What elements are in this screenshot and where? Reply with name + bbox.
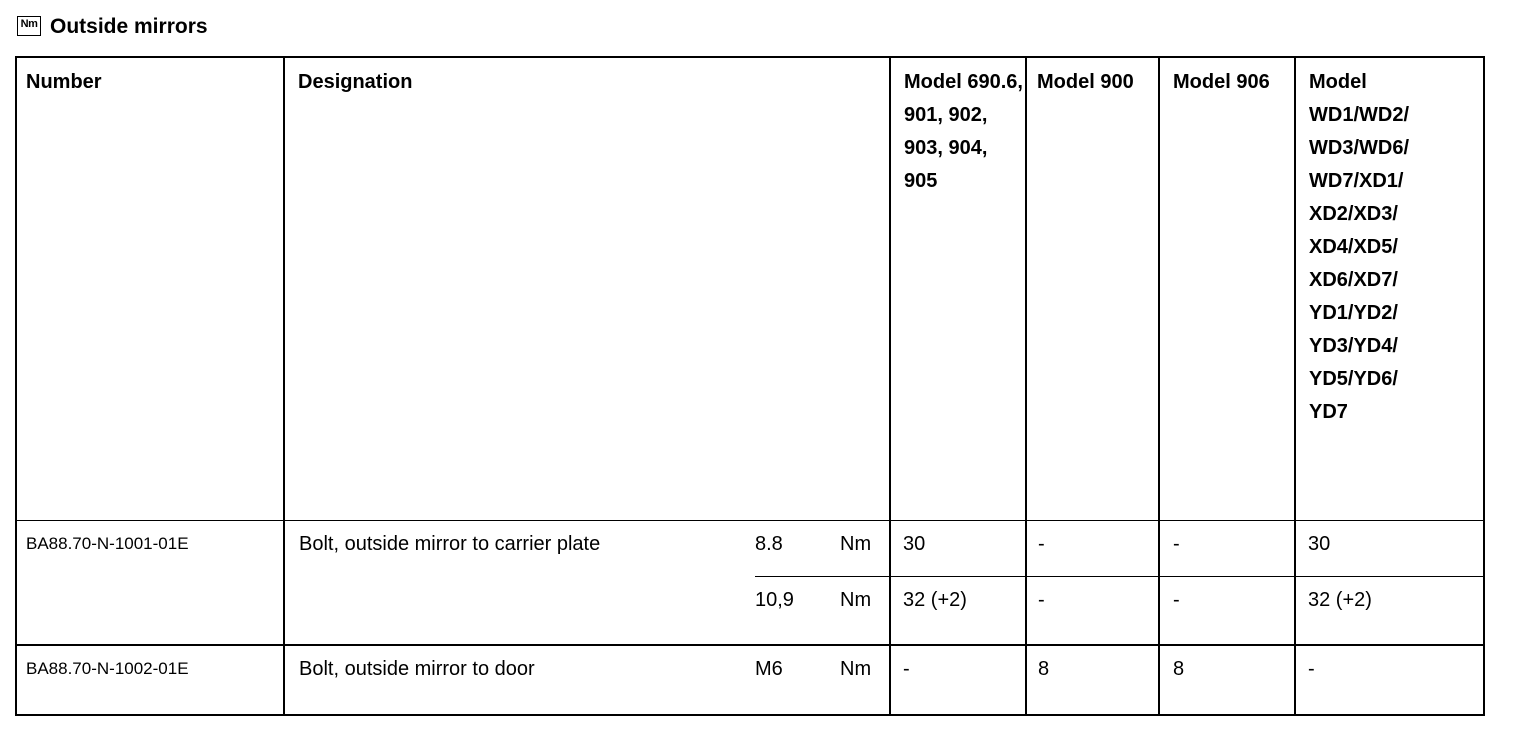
header-model-3: Model 906 — [1173, 71, 1270, 93]
header-number: Number — [26, 71, 102, 93]
section-title-text: Outside mirrors — [50, 15, 208, 38]
header-model-2: Model 900 — [1037, 71, 1134, 93]
table-row-designation: Bolt, outside mirror to door — [299, 658, 535, 680]
torque-value: - — [903, 658, 910, 680]
table-row-designation: Bolt, outside mirror to carrier plate — [299, 533, 601, 555]
torque-value: - — [1038, 533, 1045, 555]
torque-value: 8 — [1173, 658, 1185, 680]
torque-value: - — [1173, 533, 1180, 555]
torque-value: 8 — [1038, 658, 1050, 680]
table-row-number: BA88.70-N-1002-01E — [26, 659, 189, 678]
torque-table — [15, 56, 1485, 716]
strength-grade: 10,9 — [755, 589, 794, 611]
torque-value: - — [1308, 658, 1315, 680]
section-title — [17, 12, 208, 40]
unit-label: Nm — [840, 589, 872, 611]
torque-nm-icon: Nm — [17, 16, 41, 36]
torque-value: - — [1038, 589, 1045, 611]
unit-label: Nm — [840, 658, 872, 680]
torque-value: 32 (+2) — [1308, 589, 1372, 611]
torque-value: 30 — [1308, 533, 1331, 555]
unit-label: Nm — [840, 533, 872, 555]
strength-grade: M6 — [755, 658, 783, 680]
torque-value: 32 (+2) — [903, 589, 967, 611]
table-row-number: BA88.70-N-1001-01E — [26, 534, 189, 553]
header-model-4: Model WD1/WD2/ WD3/WD6/ WD7/XD1/ XD2/XD3/ XD4/XD5/ XD6/XD7/ YD1/YD2/ YD3/YD4/ YD5/YD6/ YD7 — [1309, 71, 1409, 423]
torque-value: 30 — [903, 533, 926, 555]
strength-grade: 8.8 — [755, 533, 783, 555]
header-model-1: Model 690.6, 901, 902, 903, 904, 905 — [904, 71, 1023, 192]
header-designation: Designation — [298, 71, 413, 93]
torque-value: - — [1173, 589, 1180, 611]
